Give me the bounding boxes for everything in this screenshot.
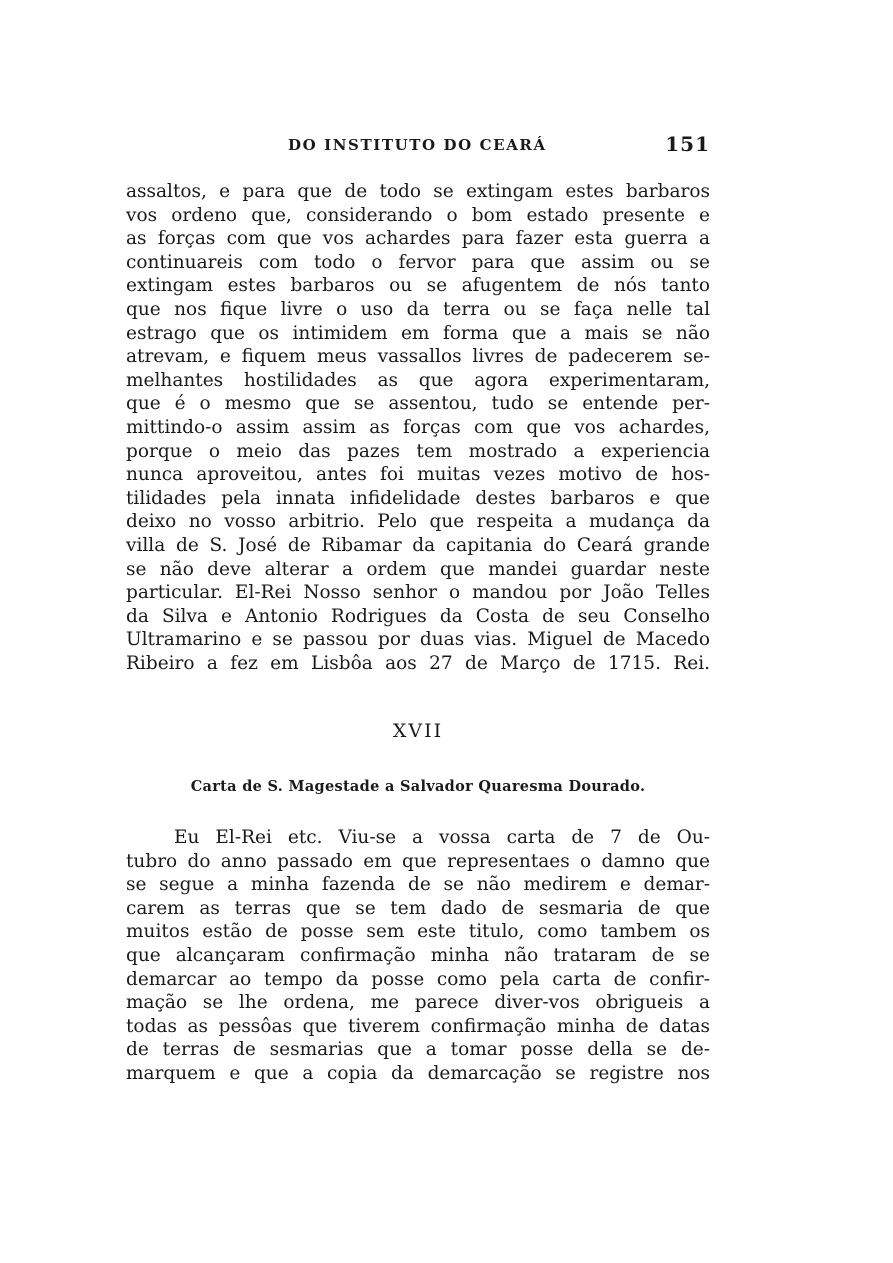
letter-title: Carta de S. Magestade a Salvador Quaresma Dourado.	[190, 778, 646, 795]
text-line: as forças com que vos achardes para fazer esta guerra a	[126, 228, 710, 250]
text-line: que nos fique livre o uso da terra ou se faça nelle tal	[126, 298, 710, 320]
page-number: 151	[665, 132, 710, 156]
text-line: particular. El-Rei Nosso senhor o mandou por João Telles	[126, 582, 710, 604]
text-line: continuareis com todo o fervor para que assim ou se	[126, 251, 710, 273]
text-line: deixo no vosso arbitrio. Pelo que respeita a mudança da	[126, 511, 710, 533]
page-header	[126, 132, 710, 162]
text-line: porque o meio das pazes tem mostrado a experiencia	[126, 440, 710, 462]
text-line: Eu El-Rei etc. Viu-se a vossa carta de 7 de Ou-	[174, 827, 710, 848]
text-line: todas as pessôas que tiverem confirmação minha de datas	[126, 1015, 710, 1037]
running-head: DO INSTITUTO DO CEARÁ	[288, 136, 547, 154]
text-line: da Silva e Antonio Rodrigues da Costa de seu Conselho	[126, 605, 710, 627]
text-line: se segue a minha fazenda de se não medirem e demar-	[126, 874, 710, 896]
text-line: extingam estes barbaros ou se afugentem de nós tanto	[126, 275, 710, 297]
text-line: atrevam, e fiquem meus vassallos livres de padecerem se-	[126, 346, 710, 368]
text-line: que alcançaram confirmação minha não trataram de se	[126, 944, 710, 966]
section-number: XVII	[392, 720, 444, 742]
text-line: Ribeiro a fez em Lisbôa aos 27 de Março de 1715. Rei.	[126, 652, 710, 674]
text-line: mação se lhe ordena, me parece diver-vos obrigueis a	[126, 992, 710, 1014]
text-line: que é o mesmo que se assentou, tudo se entende per-	[126, 393, 710, 415]
paragraph-continued	[126, 180, 710, 675]
text-line: de terras de sesmarias que a tomar posse della se de-	[126, 1039, 710, 1061]
text-line: marquem e que a copia da demarcação se registre nos	[126, 1062, 710, 1084]
text-line: assaltos, e para que de todo se extingam estes barbaros	[126, 181, 710, 202]
text-line: Ultramarino e se passou por duas vias. Miguel de Macedo	[126, 629, 710, 651]
text-line: tubro do anno passado em que representaes o damno que	[126, 850, 710, 872]
text-line: estrago que os intimidem em forma que a mais se não	[126, 322, 710, 344]
text-line: mittindo-o assim assim as forças com que vos achardes,	[126, 416, 710, 438]
text-line: tilidades pela innata infidelidade destes barbaros e que	[126, 487, 710, 509]
text-line: demarcar ao tempo da posse como pela carta de confir-	[126, 968, 710, 990]
text-line: melhantes hostilidades as que agora experimentaram,	[126, 369, 710, 391]
letter-paragraph	[126, 826, 710, 1086]
text-line: muitos estão de posse sem este titulo, como tambem os	[126, 921, 710, 943]
text-line: se não deve alterar a ordem que mandei guardar neste	[126, 558, 710, 580]
text-line: vos ordeno que, considerando o bom estado presente e	[126, 204, 710, 226]
text-line: nunca aproveitou, antes foi muitas vezes motivo de hos-	[126, 464, 710, 486]
text-line: carem as terras que se tem dado de sesmaria de que	[126, 897, 710, 919]
text-line: villa de S. José de Ribamar da capitania do Ceará grande	[126, 534, 710, 556]
